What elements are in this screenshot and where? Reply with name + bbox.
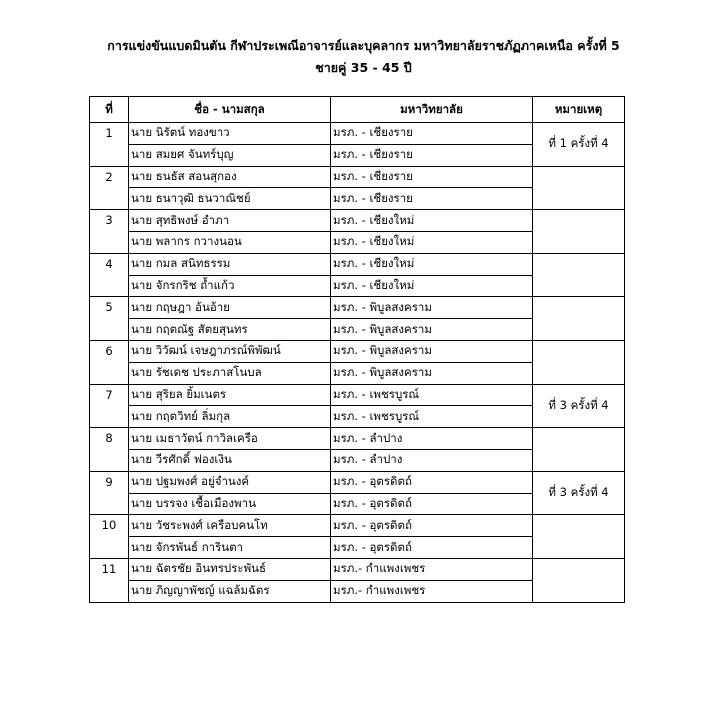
- team-note: ที่ 3 ครั้งที่ 4: [533, 384, 625, 428]
- team-number: 6: [90, 340, 129, 384]
- player-name: นาย กฤตณัฐ สัตยสุนทร: [129, 319, 331, 341]
- player-university: มรภ.- กำแพงเพชร: [331, 580, 533, 602]
- player-university: มรภ. - ลำปาง: [331, 449, 533, 471]
- table-row: [90, 384, 625, 406]
- team-number: 3: [90, 210, 129, 254]
- player-university: มรภ. - เพชรบูรณ์: [331, 406, 533, 428]
- player-university: มรภ. - พิบูลสงคราม: [331, 319, 533, 341]
- column-header-no: ที่: [90, 97, 129, 123]
- column-header-name: ชื่อ - นามสกุล: [129, 97, 331, 123]
- player-name: นาย เมธาวัตน์ กาวิลเครือ: [129, 428, 331, 450]
- player-university: มรภ. - เชียงใหม่: [331, 253, 533, 275]
- team-note: [533, 166, 625, 210]
- table-row: [90, 210, 625, 232]
- player-name: นาย กฤตวิทย์ ลิ่มกุล: [129, 406, 331, 428]
- team-number: 5: [90, 297, 129, 341]
- player-name: นาย ภิญญาพัชญ์ แฉล้มฉัตร: [129, 580, 331, 602]
- player-university: มรภ. - อุตรดิตถ์: [331, 515, 533, 537]
- column-header-note: หมายเหตุ: [533, 97, 625, 123]
- player-university: มรภ. - เชียงราย: [331, 188, 533, 210]
- player-university: มรภ. - เพชรบูรณ์: [331, 384, 533, 406]
- player-name: นาย ธนาวุฒิ ธนวาณิชย์: [129, 188, 331, 210]
- player-university: มรภ. - เชียงใหม่: [331, 231, 533, 253]
- player-university: มรภ. - พิบูลสงคราม: [331, 362, 533, 384]
- player-name: นาย วีรศักดิ์ ฟองเงิน: [129, 449, 331, 471]
- player-name: นาย รัชเดช ประภาสโนบล: [129, 362, 331, 384]
- team-note: [533, 340, 625, 384]
- team-number: 1: [90, 123, 129, 167]
- table-header-row: [90, 97, 625, 123]
- team-number: 2: [90, 166, 129, 210]
- player-university: มรภ. - พิบูลสงคราม: [331, 297, 533, 319]
- table-row: [90, 515, 625, 537]
- team-note: [533, 558, 625, 602]
- player-name: นาย วิวัฒน์ เจษฎาภรณ์พิพัฒน์: [129, 340, 331, 362]
- player-name: นาย ฉัตรชัย อินทรประพันธ์: [129, 558, 331, 580]
- table-row: [90, 471, 625, 493]
- player-university: มรภ. - เชียงใหม่: [331, 275, 533, 297]
- table-body: [90, 123, 625, 603]
- player-university: มรภ.- กำแพงเพชร: [331, 558, 533, 580]
- table-row: [90, 428, 625, 450]
- document-subtitle: ชายคู่ 35 - 45 ปี: [315, 60, 412, 75]
- player-university: มรภ. - เชียงราย: [331, 166, 533, 188]
- team-number: 8: [90, 428, 129, 472]
- player-university: มรภ. - พิบูลสงคราม: [331, 340, 533, 362]
- player-university: มรภ. - เชียงราย: [331, 123, 533, 145]
- table-row: [90, 340, 625, 362]
- player-name: นาย สมยศ จันทร์บุญ: [129, 144, 331, 166]
- player-university: มรภ. - อุตรดิตถ์: [331, 537, 533, 559]
- player-name: นาย พลากร กวางนอน: [129, 231, 331, 253]
- team-note: [533, 428, 625, 472]
- team-note: [533, 253, 625, 297]
- player-university: มรภ. - อุตรดิตถ์: [331, 493, 533, 515]
- player-name: นาย นิรัตน์ ทองขาว: [129, 123, 331, 145]
- player-university: มรภ. - เชียงใหม่: [331, 210, 533, 232]
- team-number: 11: [90, 558, 129, 602]
- player-name: นาย กฤษฎา อ้นอ้าย: [129, 297, 331, 319]
- team-note: [533, 297, 625, 341]
- document-title: การแข่งขันแบดมินตัน กีฬาประเพณีอาจารย์และบุคลากร มหาวิทยาลัยราชภัฏภาคเหนือ ครั้งที่ 5: [107, 38, 620, 53]
- table-row: [90, 297, 625, 319]
- team-number: 4: [90, 253, 129, 297]
- team-number: 9: [90, 471, 129, 515]
- player-name: นาย สุริยล ยิ้มเนตร: [129, 384, 331, 406]
- player-name: นาย บรรจง เชื้อเมืองพาน: [129, 493, 331, 515]
- table-row: [90, 253, 625, 275]
- player-university: มรภ. - ลำปาง: [331, 428, 533, 450]
- table-row: [90, 558, 625, 580]
- player-name: นาย ปฐมพงศ์ อยู่จำนงค์: [129, 471, 331, 493]
- table-row: [90, 123, 625, 145]
- player-name: นาย สุทธิพงษ์ อำภา: [129, 210, 331, 232]
- team-note: [533, 515, 625, 559]
- player-university: มรภ. - อุตรดิตถ์: [331, 471, 533, 493]
- team-number: 10: [90, 515, 129, 559]
- team-note: ที่ 1 ครั้งที่ 4: [533, 123, 625, 167]
- team-number: 7: [90, 384, 129, 428]
- player-name: นาย ธนธัส สอนสุกอง: [129, 166, 331, 188]
- column-header-university: มหาวิทยาลัย: [331, 97, 533, 123]
- player-name: นาย กมล สนิทธรรม: [129, 253, 331, 275]
- player-name: นาย จักรกริช ถ้ำแก้ว: [129, 275, 331, 297]
- player-name: นาย จักรพันธ์ การินตา: [129, 537, 331, 559]
- team-note: [533, 210, 625, 254]
- team-note: ที่ 3 ครั้งที่ 4: [533, 471, 625, 515]
- player-university: มรภ. - เชียงราย: [331, 144, 533, 166]
- table-row: [90, 166, 625, 188]
- player-name: นาย วัชระพงศ์ เครือบคนโท: [129, 515, 331, 537]
- participants-table: [89, 96, 625, 603]
